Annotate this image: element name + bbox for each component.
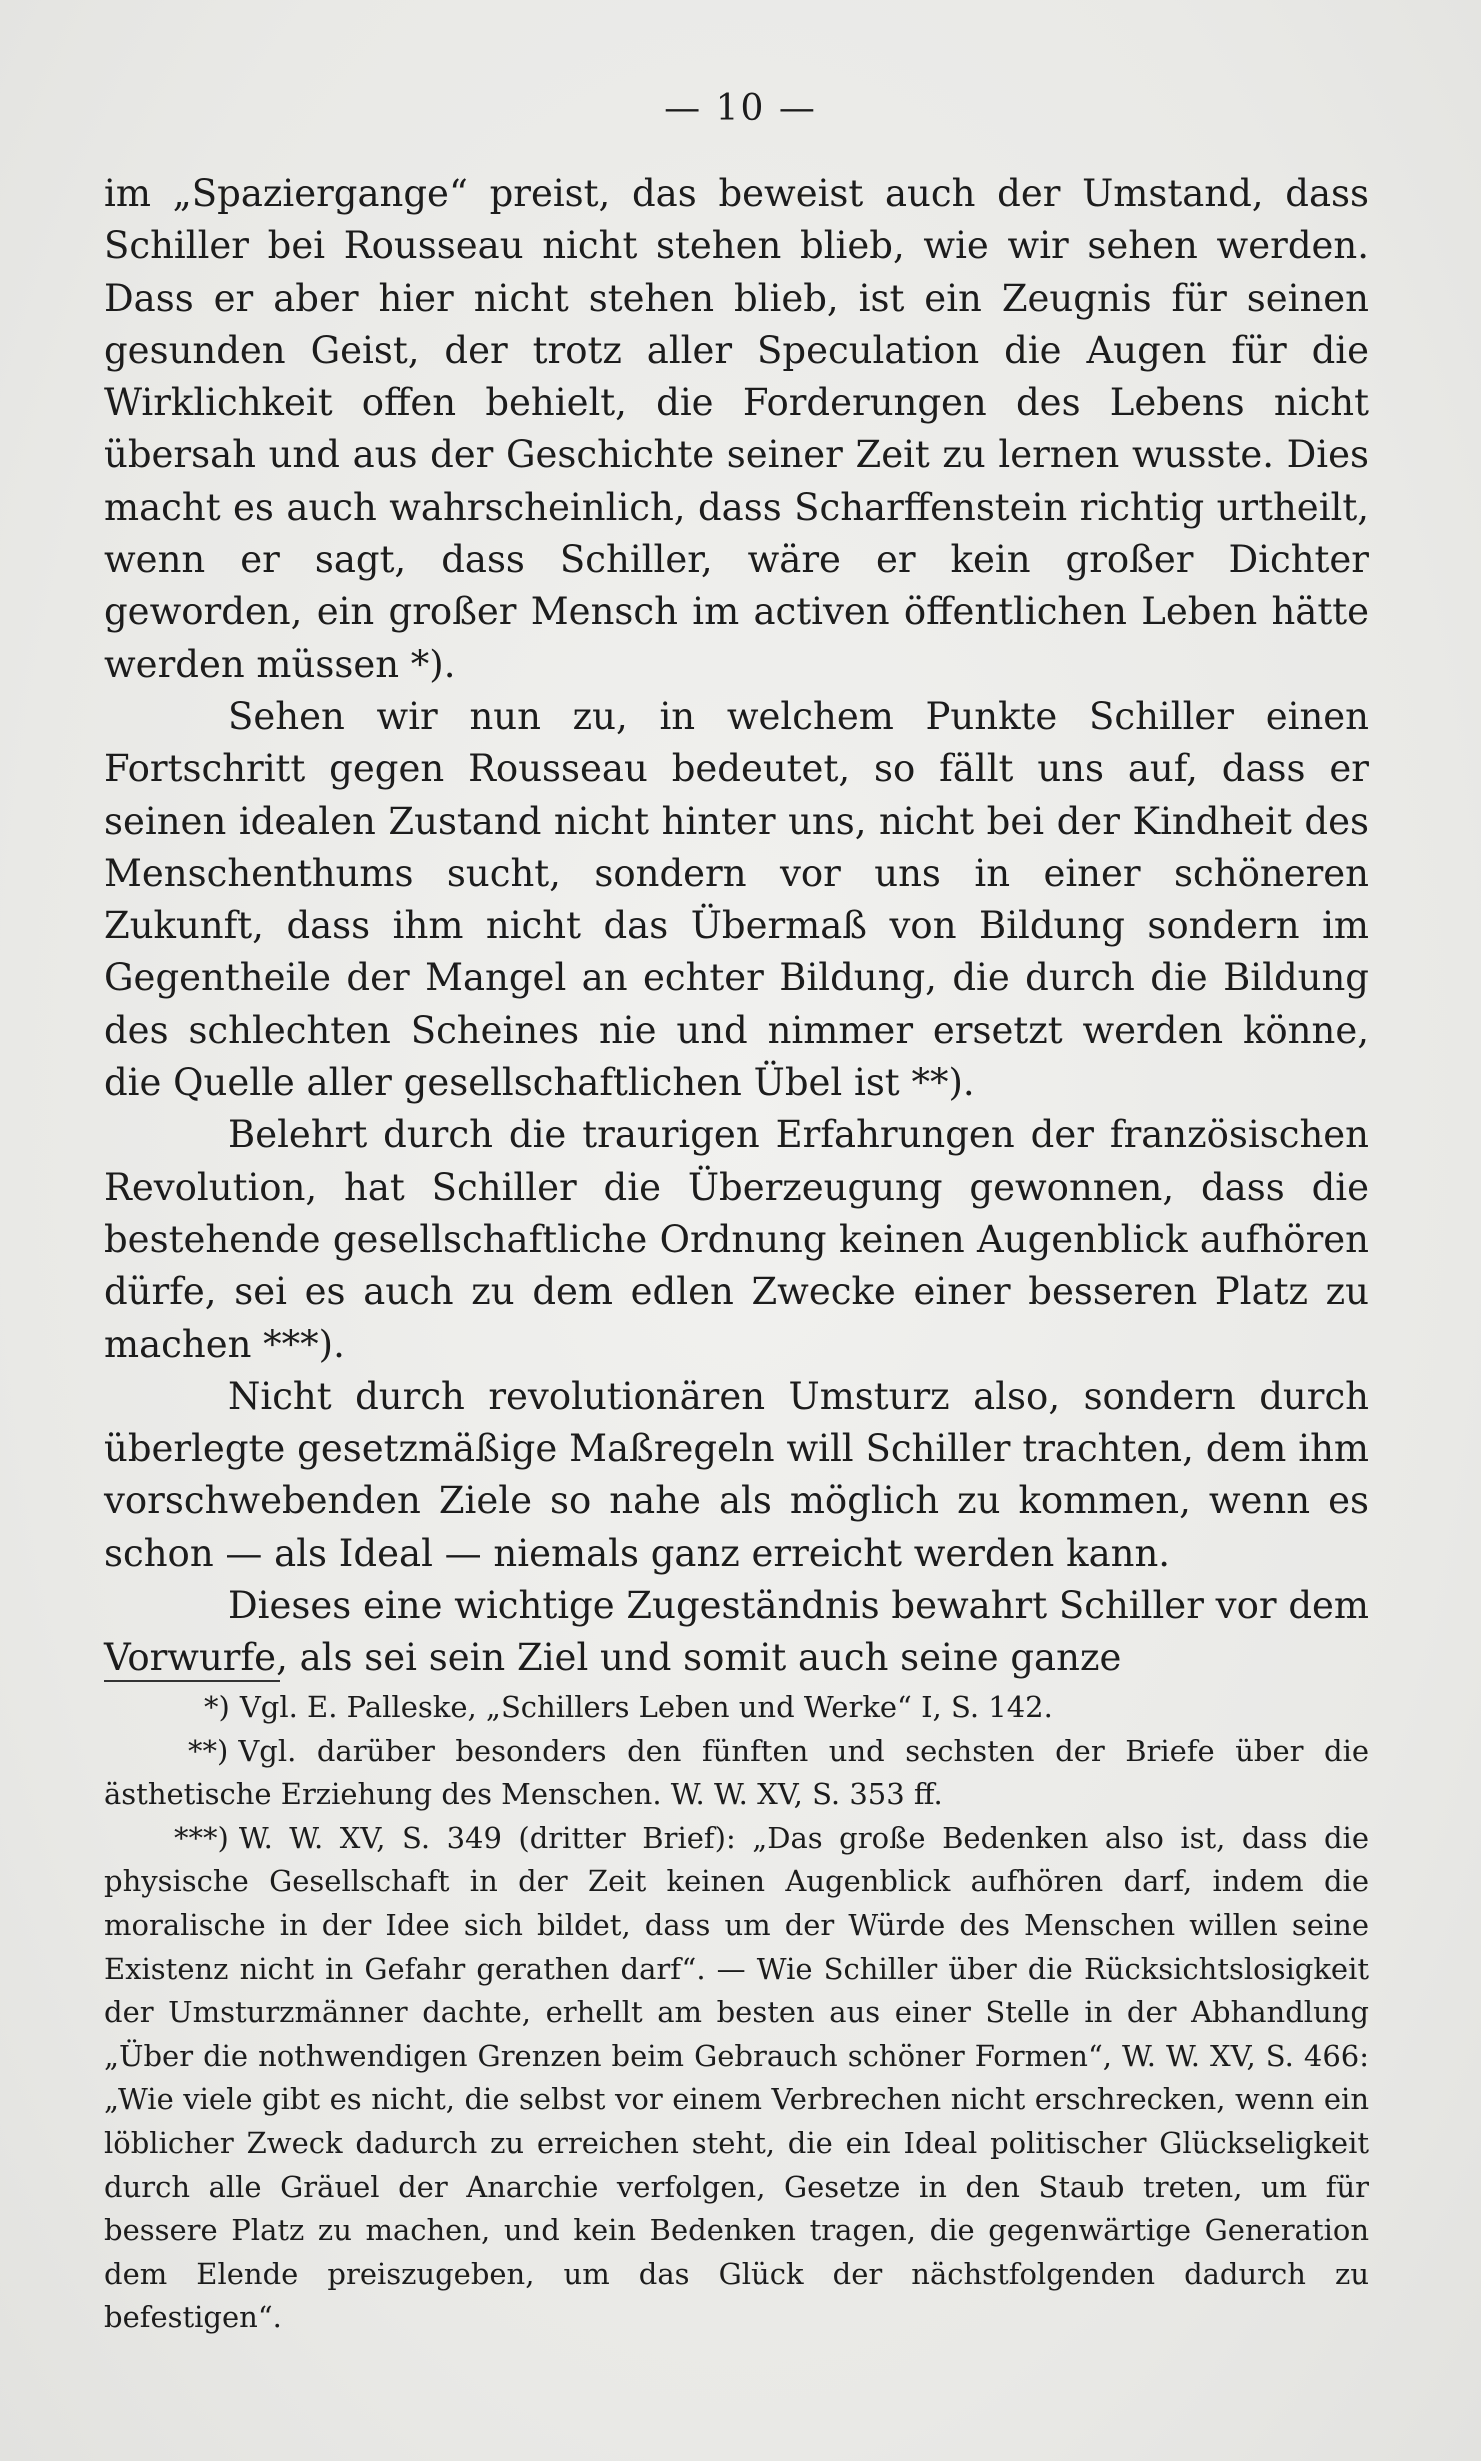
footnote-text: Vgl. E. Palleske, „Schillers Leben und Werke“ I, S. 142.	[239, 1690, 1053, 1724]
paragraph-4: Nicht durch revolutionären Umsturz also, sondern durch überlegte gesetzmäßige Maßregeln will Schiller trachten, dem ihm vorschwebenden Ziele so nahe als möglich zu kommen, wenn es schon — als Ideal — niemals ganz erreicht werden kann.	[104, 1374, 1369, 1575]
footnotes	[104, 1686, 1369, 2340]
footnote-text: W. W. XV, S. 349 (dritter Brief): „Das große Bedenken also ist, dass die physische Gesellschaft in der Zeit keinen Augenblick aufhören darf, indem die moralische in der Idee sich bildet, dass um der Würde des Menschen willen seine Existenz nicht in Gefahr gerathen darf“. — Wie Schiller über die Rücksichtslosigkeit der Umsturzmänner dachte, erhellt am besten aus einer Stelle in der Abhandlung „Über die nothwendigen Grenzen beim Gebrauch schöner Formen“, W. W. XV, S. 466: „Wie viele gibt es nicht, die selbst vor einem Verbrechen nicht erschrecken, wenn ein löblicher Zweck dadurch zu erreichen steht, die ein Ideal politischer Glückseligkeit durch alle Gräuel der Anarchie verfolgen, Gesetze in den Staub treten, um für bessere Platz zu machen, und kein Bedenken tragen, die gegenwärtige Generation dem Elende preiszugeben, um das Glück der nächstfolgenden dadurch zu befestigen“.	[104, 1820, 1369, 2335]
paragraph-5: Dieses eine wichtige Zugeständnis bewahrt Schiller vor dem Vorwurfe, als sei sein Ziel und somit auch seine ganze	[104, 1584, 1369, 1680]
footnote-3	[104, 1817, 1369, 2340]
footnote-text: Vgl. darüber besonders den fünften und sechsten der Briefe über die ästhetische Erziehung des Menschen. W. W. XV, S. 353 ff.	[104, 1733, 1369, 1812]
paragraph-1: im „Spaziergange“ preist, das beweist auch der Umstand, dass Schiller bei Rousseau nicht stehen blieb, wie wir sehen werden. Dass er aber hier nicht stehen blieb, ist ein Zeugnis für seinen gesunden Geist, der trotz aller Speculation die Augen für die Wirklichkeit offen behielt, die Forderungen des Lebens nicht übersah und aus der Geschichte seiner Zeit zu lernen wusste. Dies macht es auch wahrscheinlich, dass Scharffenstein richtig urtheilt, wenn er sagt, dass Schiller, wäre er kein großer Dichter geworden, ein großer Mensch im activen öffentlichen Leben hätte werden müssen *).	[104, 172, 1369, 686]
footnote-mark: *)	[204, 1690, 230, 1724]
footnote-2	[104, 1730, 1369, 1817]
footnote-mark: ***)	[174, 1820, 229, 1855]
footnote-separator	[104, 1680, 280, 1682]
footnote-mark: **)	[188, 1733, 229, 1768]
page-number: — 10 —	[664, 88, 817, 129]
paragraph-3: Belehrt durch die traurigen Erfahrungen der französischen Revolution, hat Schiller die Überzeugung gewonnen, dass die bestehende gesellschaftliche Ordnung keinen Augenblick aufhören dürfe, sei es auch zu dem edlen Zwecke einer besseren Platz zu machen ***).	[104, 1113, 1369, 1366]
footnote-1	[104, 1686, 1369, 1730]
paragraph-2: Sehen wir nun zu, in welchem Punkte Schiller einen Fortschritt gegen Rousseau bedeutet, so fällt uns auf, dass er seinen idealen Zustand nicht hinter uns, nicht bei der Kindheit des Menschenthums sucht, sondern vor uns in einer schöneren Zukunft, dass ihm nicht das Übermaß von Bildung sondern im Gegentheile der Mangel an echter Bildung, die durch die Bildung des schlechten Scheines nie und nimmer ersetzt werden könne, die Quelle aller gesellschaftlichen Übel ist **).	[104, 694, 1369, 1105]
body-text	[104, 168, 1369, 1685]
